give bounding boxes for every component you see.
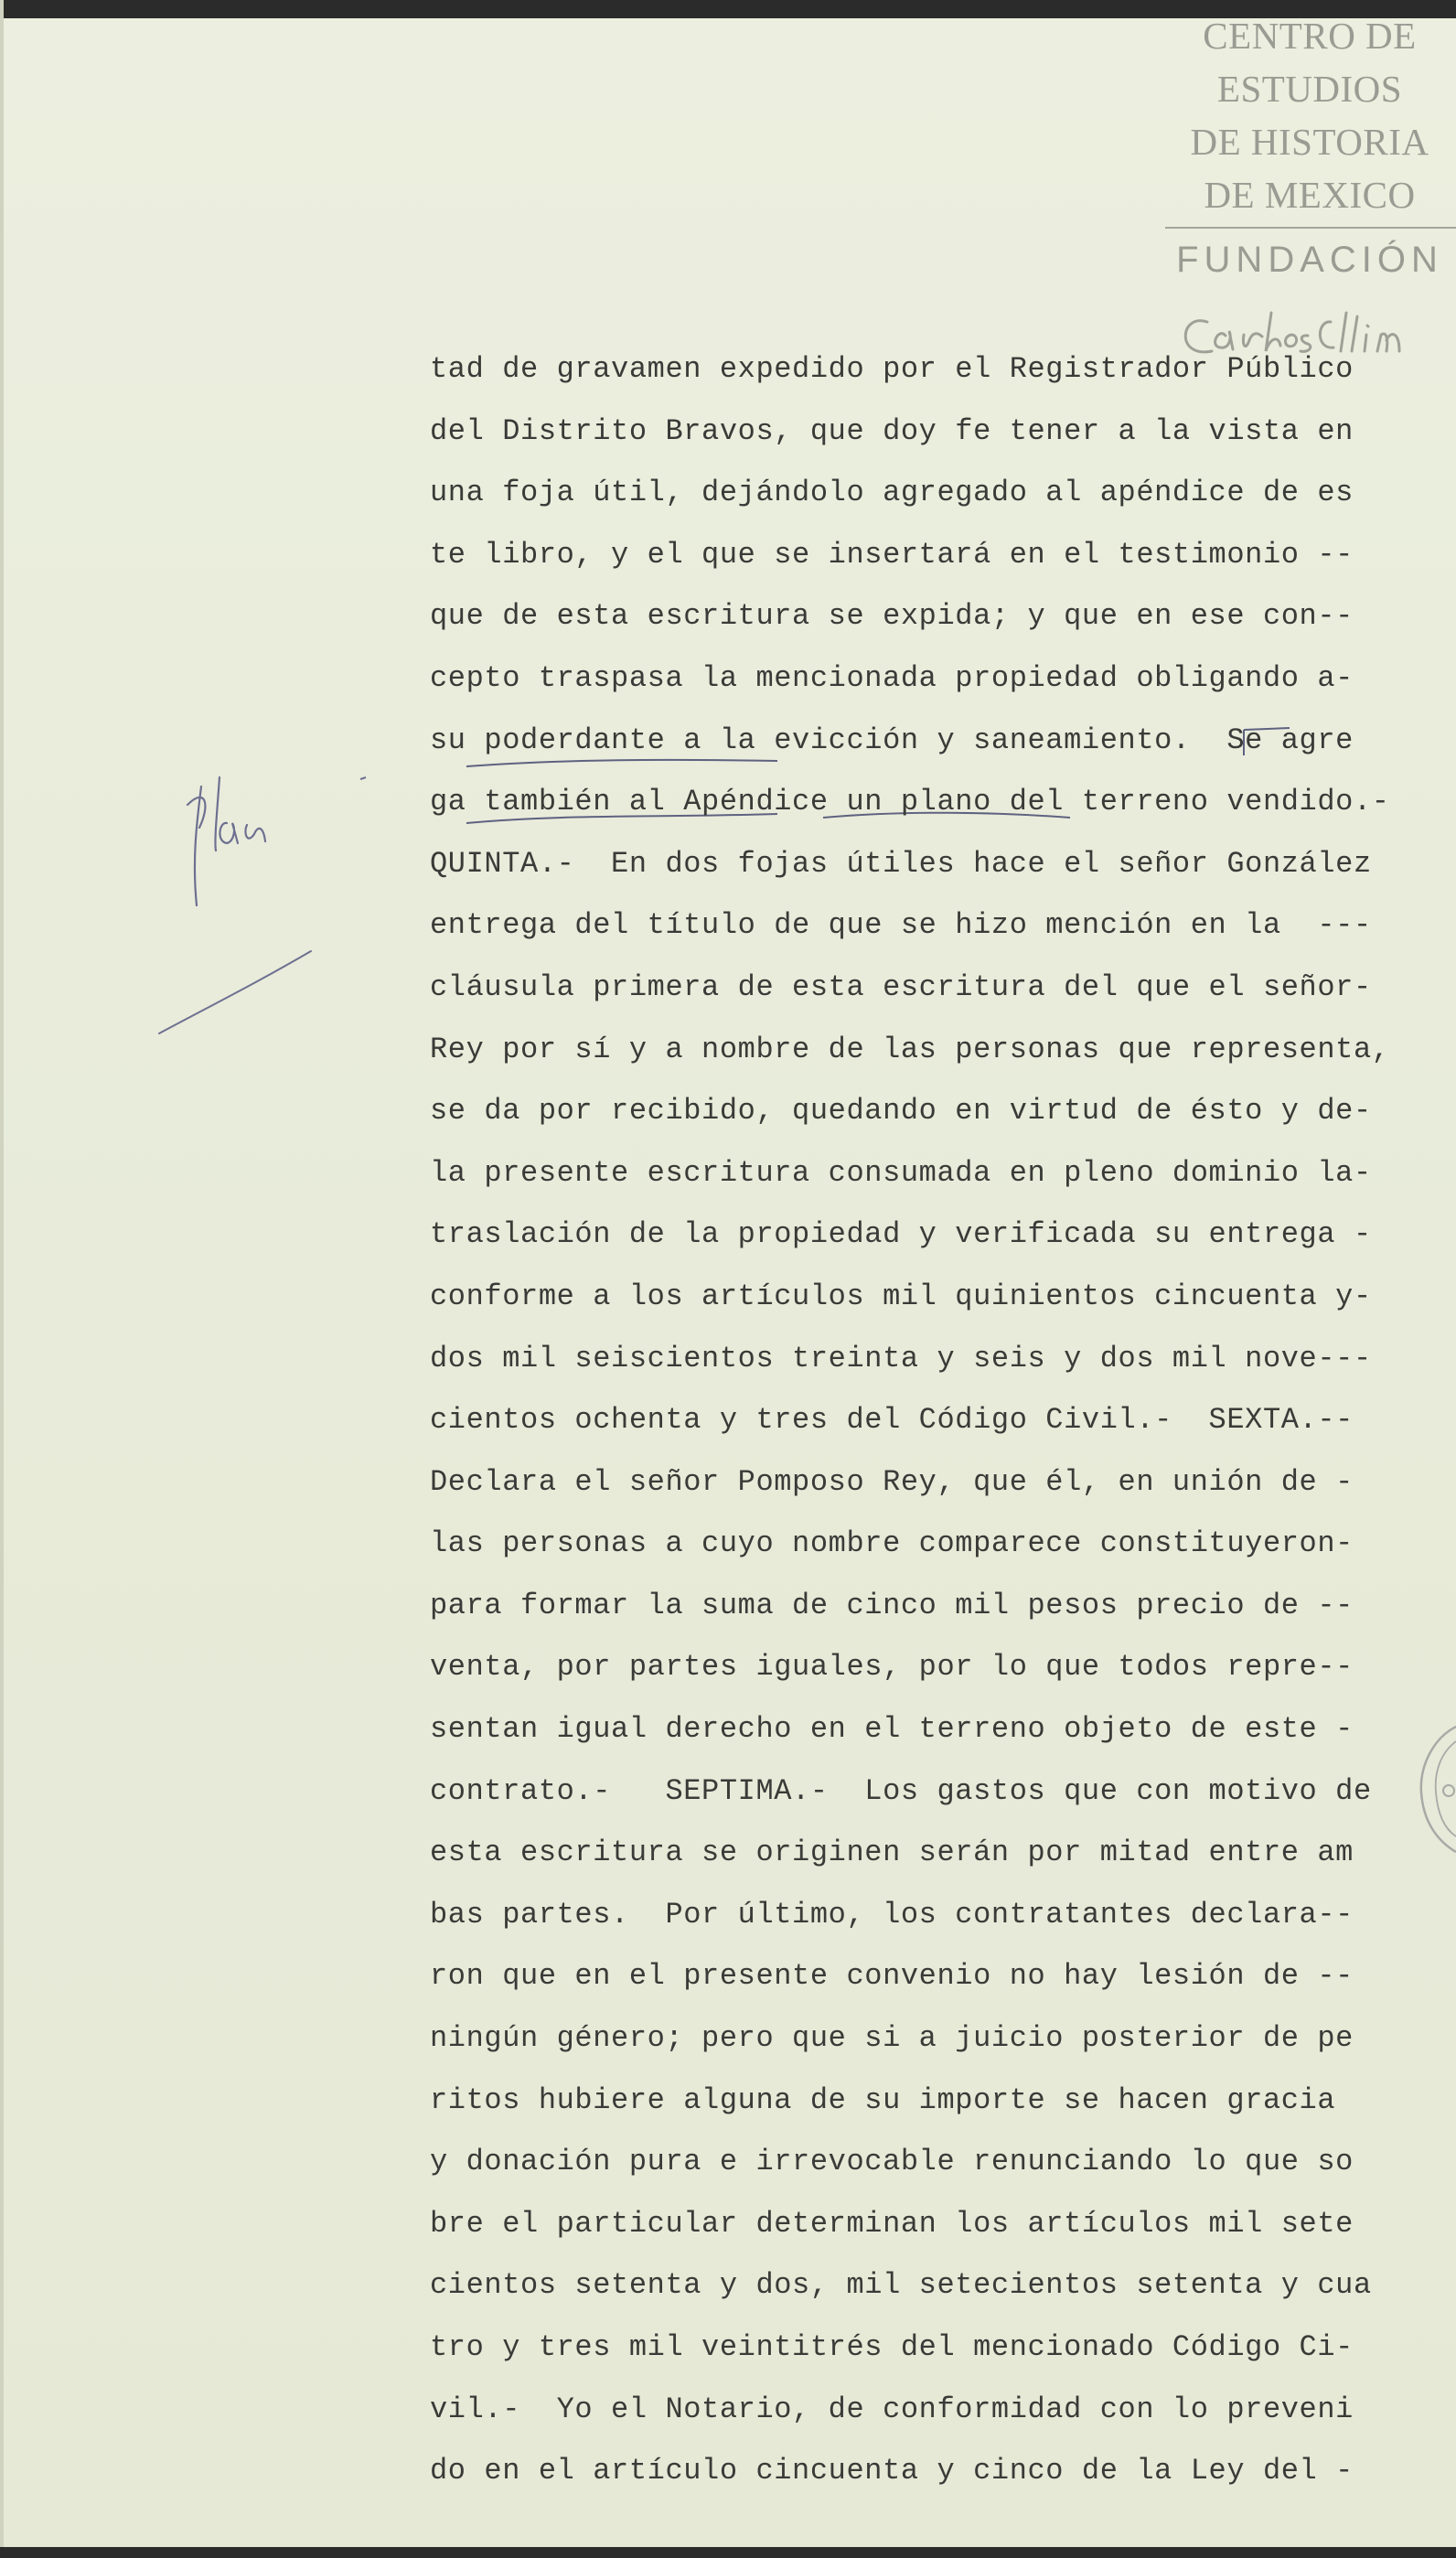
text-line: cepto traspasa la mencionada propiedad obligando a-: [430, 660, 1354, 695]
text-line: ron que en el presente convenio no hay lesión de --: [430, 1959, 1354, 1994]
text-line: ga también al Apéndice un plano del terreno vendido.-: [430, 785, 1390, 819]
text-line: bas partes. Por último, los contratantes declara--: [430, 1897, 1354, 1932]
text-line: cientos ochenta y tres del Código Civil.- SEXTA.--: [430, 1403, 1354, 1438]
document-body: [430, 338, 1445, 2502]
archive-watermark: [1163, 9, 1456, 284]
text-line: y donación pura e irrevocable renunciando lo que so: [430, 2145, 1354, 2179]
handwritten-margin-note: [155, 768, 384, 1043]
text-line: ningún género; pero que si a juicio posterior de pe: [430, 2021, 1354, 2056]
text-line: su poderdante a la evicción y saneamiento. Se agre: [430, 722, 1354, 757]
text-line: contrato.- SEPTIMA.- Los gastos que con motivo de: [430, 1773, 1372, 1808]
text-line: te libro, y el que se insertará en el testimonio --: [430, 537, 1354, 572]
text-line: sentan igual derecho en el terreno objeto de este -: [430, 1712, 1354, 1747]
text-line: esta escritura se originen serán por mitad entre am: [430, 1836, 1354, 1870]
text-line: del Distrito Bravos, que doy fe tener a la vista en: [430, 413, 1354, 448]
text-line: que de esta escritura se expida; y que en ese con--: [430, 599, 1354, 634]
text-line: traslación de la propiedad y verificada su entrega -: [430, 1217, 1372, 1252]
watermark-divider: [1165, 227, 1456, 229]
text-line: conforme a los artículos mil quinientos cincuenta y-: [430, 1279, 1372, 1313]
text-line: ritos hubiere alguna de su importe se hacen gracia: [430, 2082, 1336, 2117]
watermark-line: DE MEXICO: [1204, 174, 1416, 216]
text-line: las personas a cuyo nombre comparece constituyeron-: [430, 1526, 1354, 1561]
text-line: vil.- Yo el Notario, de conformidad con lo preveni: [430, 2392, 1354, 2426]
text-line: para formar la suma de cinco mil pesos precio de --: [430, 1588, 1354, 1622]
text-line: venta, por partes iguales, por lo que todos repre--: [430, 1650, 1354, 1685]
text-line: Declara el señor Pomposo Rey, que él, en unión de -: [430, 1464, 1354, 1499]
watermark-line: ESTUDIOS: [1216, 68, 1403, 110]
text-line: se da por recibido, quedando en virtud de ésto y de-: [430, 1094, 1372, 1129]
text-line: Rey por sí y a nombre de las personas que representa,: [430, 1032, 1390, 1066]
watermark-foundation: FUNDACIÓN: [1176, 240, 1443, 280]
text-line: do en el artículo cincuenta y cinco de la Ley del -: [430, 2454, 1354, 2488]
text-line: la presente escritura consumada en pleno dominio la-: [430, 1155, 1372, 1190]
watermark-line: CENTRO DE: [1203, 15, 1417, 57]
text-line: una foja útil, dejándolo agregado al apéndice de es: [430, 476, 1354, 510]
text-line: tad de gravamen expedido por el Registrador Público: [430, 352, 1354, 386]
text-line: tro y tres mil veintitrés del mencionado Código Ci-: [430, 2330, 1354, 2364]
text-line: bre el particular determinan los artículos mil sete: [430, 2206, 1354, 2241]
text-line: QUINTA.- En dos fojas útiles hace el señor González: [430, 846, 1372, 881]
text-line: cientos setenta y dos, mil setecientos setenta y cua: [430, 2268, 1372, 2303]
text-line: entrega del título de que se hizo mención en la ---: [430, 908, 1372, 943]
scan-bottom-border: [0, 2547, 1456, 2558]
watermark-line: DE HISTORIA: [1190, 121, 1429, 163]
text-line: dos mil seiscientos treinta y seis y dos mil nove---: [430, 1341, 1372, 1375]
text-line: cláusula primera de esta escritura del que el señor-: [430, 969, 1372, 1004]
